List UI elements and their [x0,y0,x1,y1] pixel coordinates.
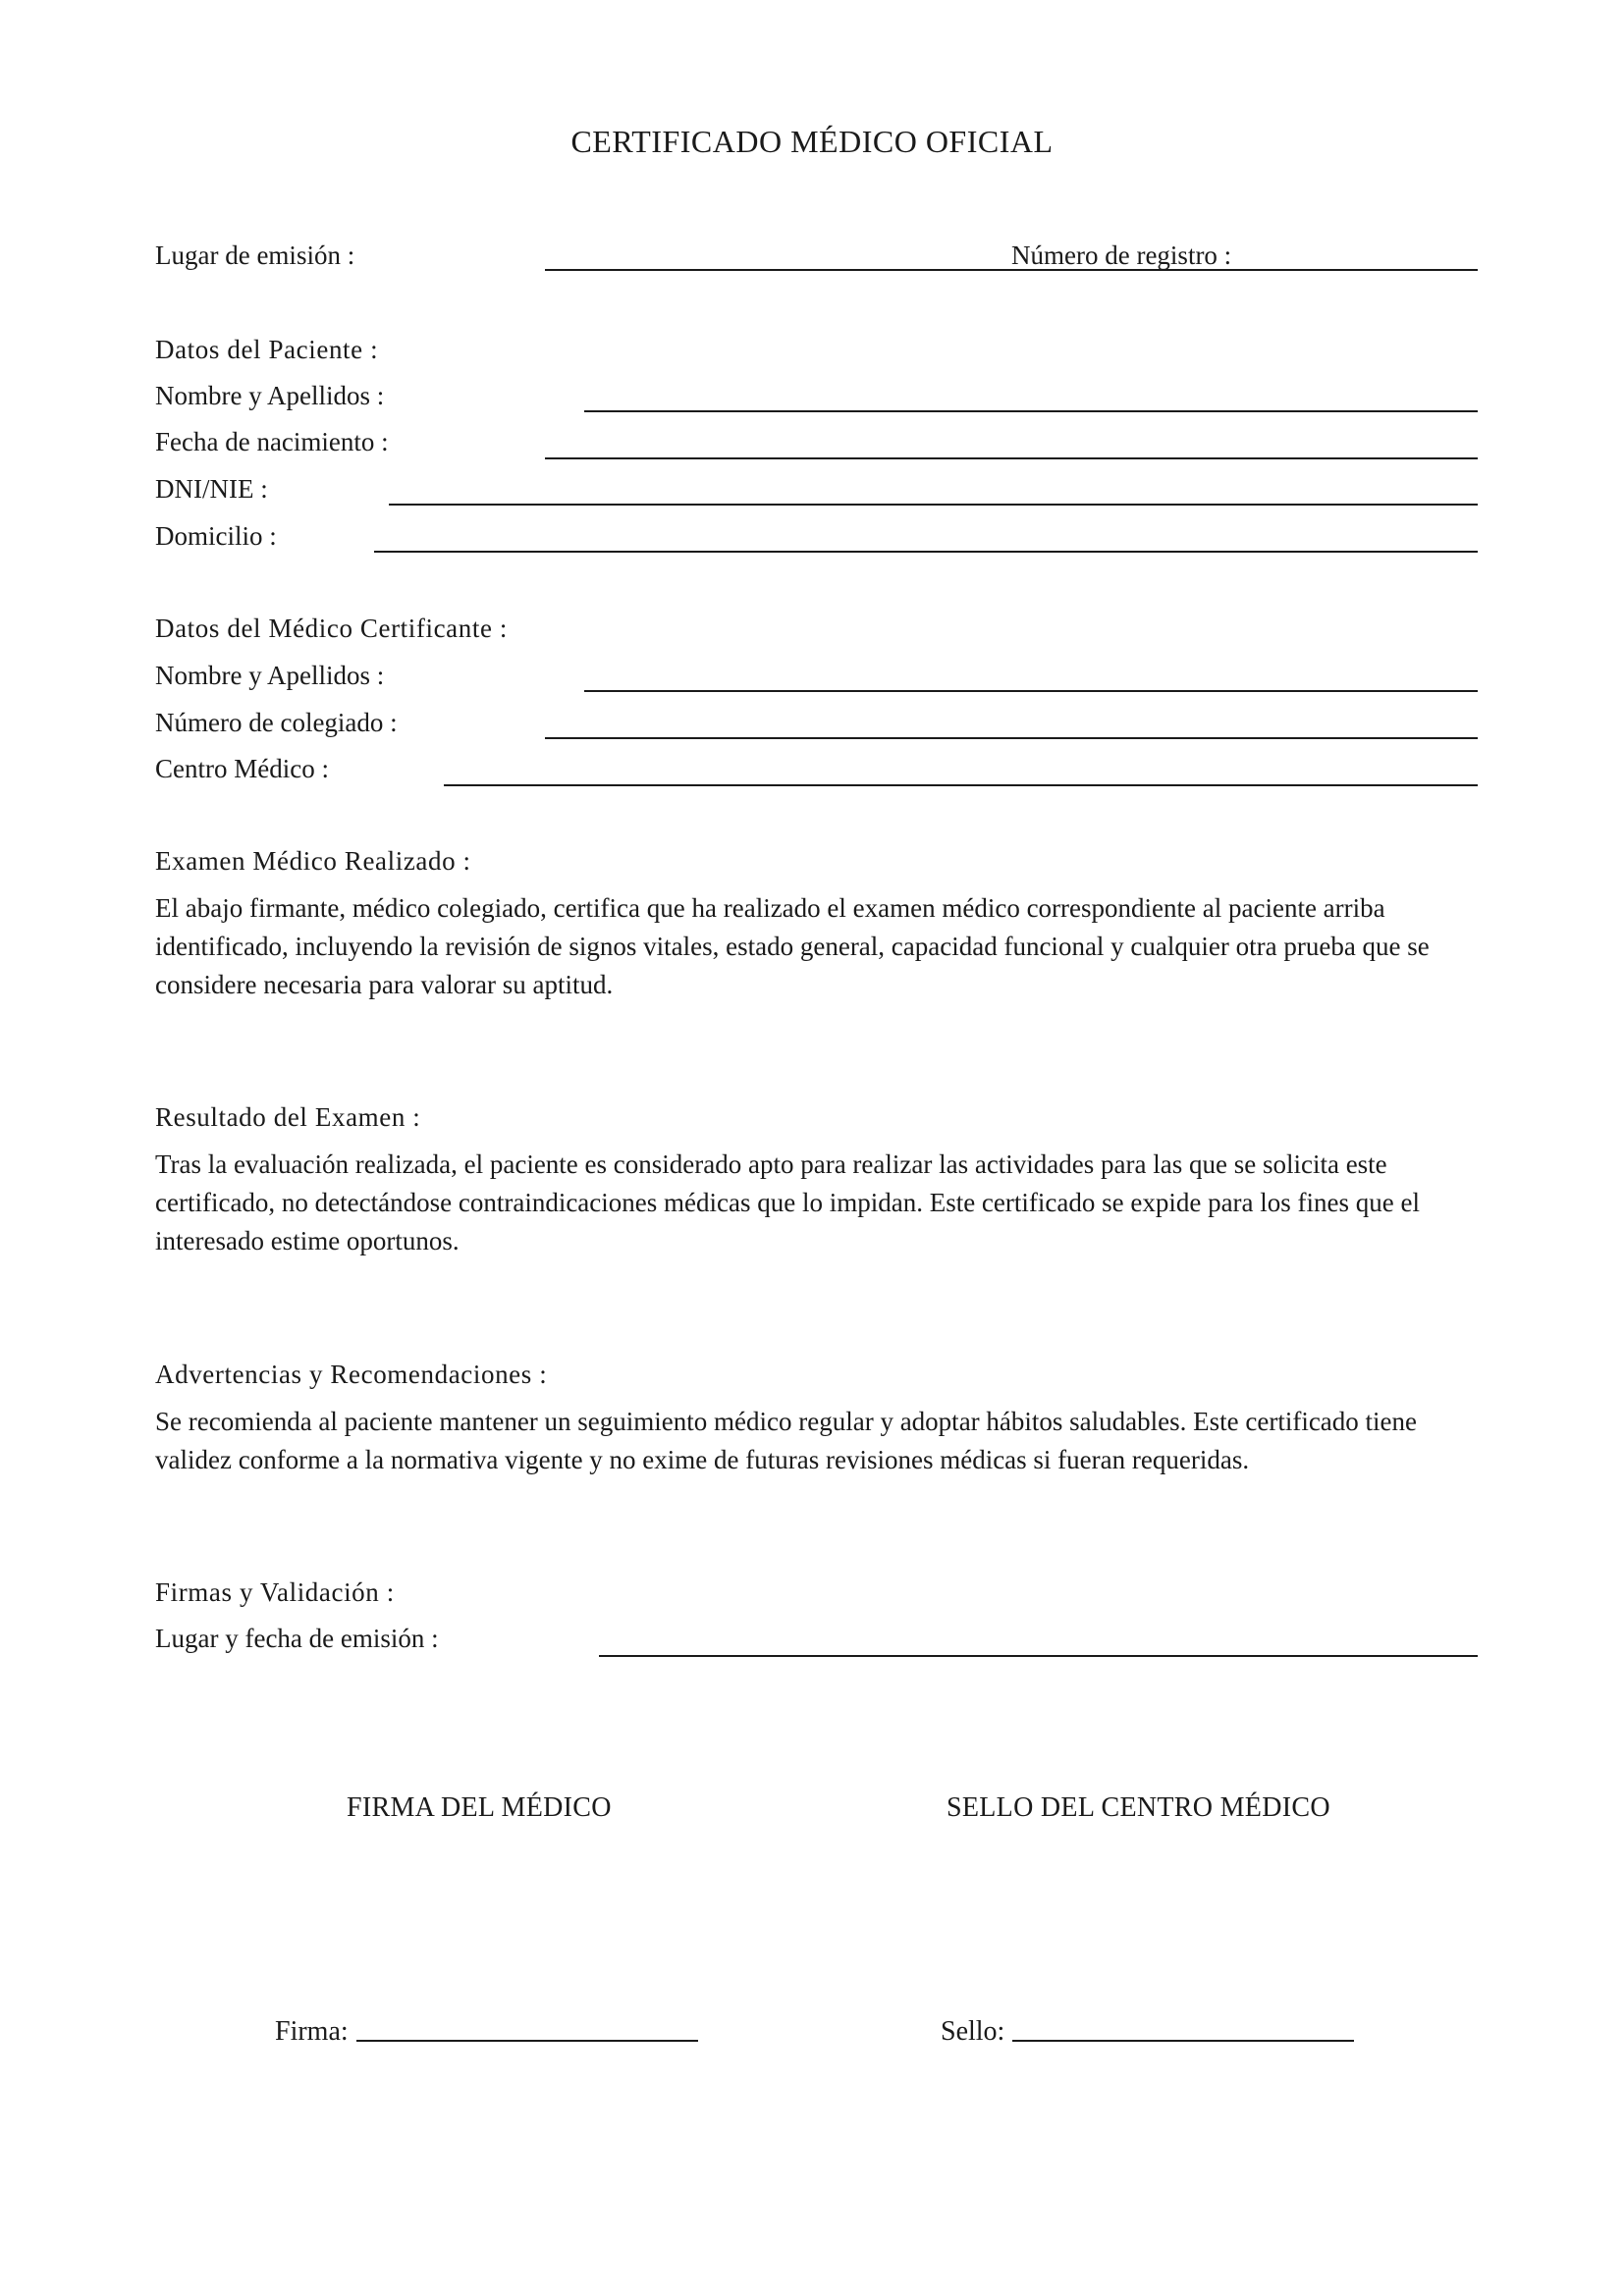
patient-id-field[interactable] [389,504,1478,506]
exam-paragraph: El abajo firmante, médico colegiado, certifica que ha realizado el examen médico correspondiente al paciente arriba identificado, incluyendo la revisión de signos vitales, estado general, capacidad funcional y cualquier otra prueba que se considere necesaria para valorar su aptitud. [155,893,1430,999]
patient-name-field[interactable] [584,410,1478,412]
result-section-heading: Resultado del Examen : [155,1102,421,1132]
result-paragraph: Tras la evaluación realizada, el paciente es considerado apto para realizar las actividades para las que se solicita este certificado, no detectándose contraindicaciones médicas que lo impidan. Este certificado se expide para los fines que el interesado estime oportunos. [155,1149,1420,1255]
doctor-name-field[interactable] [584,690,1478,692]
center-stamp-title: SELLO DEL CENTRO MÉDICO [947,1792,1330,1823]
place-date-label: Lugar y fecha de emisión : [155,1624,439,1653]
signature-line [275,2016,698,2048]
place-of-issue-label: Lugar de emisión : [155,240,355,270]
doctor-signature-title: FIRMA DEL MÉDICO [347,1792,612,1823]
stamp-field[interactable] [1012,2040,1354,2042]
stamp-label: Sello: [941,2016,1005,2047]
exam-section-heading: Examen Médico Realizado : [155,846,471,876]
medical-center-label: Centro Médico : [155,754,329,783]
patient-birthdate-field[interactable] [545,457,1478,459]
patient-address-field[interactable] [374,551,1478,553]
stamp-line [941,2016,1354,2048]
warnings-paragraph: Se recomienda al paciente mantener un seguimiento médico regular y adoptar hábitos saludables. Este certificado tiene validez conforme a la normativa vigente y no exime de futuras revisiones médicas si fueran requeridas. [155,1407,1418,1474]
registry-number-label: Número de registro : [1011,240,1232,270]
patient-id-label: DNI/NIE : [155,474,268,504]
patient-birthdate-label: Fecha de nacimiento : [155,427,389,456]
place-date-field[interactable] [599,1655,1478,1657]
doctor-license-field[interactable] [545,737,1478,739]
signature-label: Firma: [275,2016,349,2047]
patient-name-label: Nombre y Apellidos : [155,381,385,410]
medical-center-field[interactable] [444,784,1478,786]
doctor-license-label: Número de colegiado : [155,708,398,737]
doctor-section-heading: Datos del Médico Certificante : [155,614,508,643]
patient-section-heading: Datos del Paciente : [155,335,379,364]
document-title: CERTIFICADO MÉDICO OFICIAL [570,124,1054,159]
signature-field[interactable] [356,2040,698,2042]
signatures-section-heading: Firmas y Validación : [155,1577,395,1607]
warnings-section-heading: Advertencias y Recomendaciones : [155,1360,548,1389]
patient-address-label: Domicilio : [155,521,277,551]
doctor-name-label: Nombre y Apellidos : [155,661,385,690]
